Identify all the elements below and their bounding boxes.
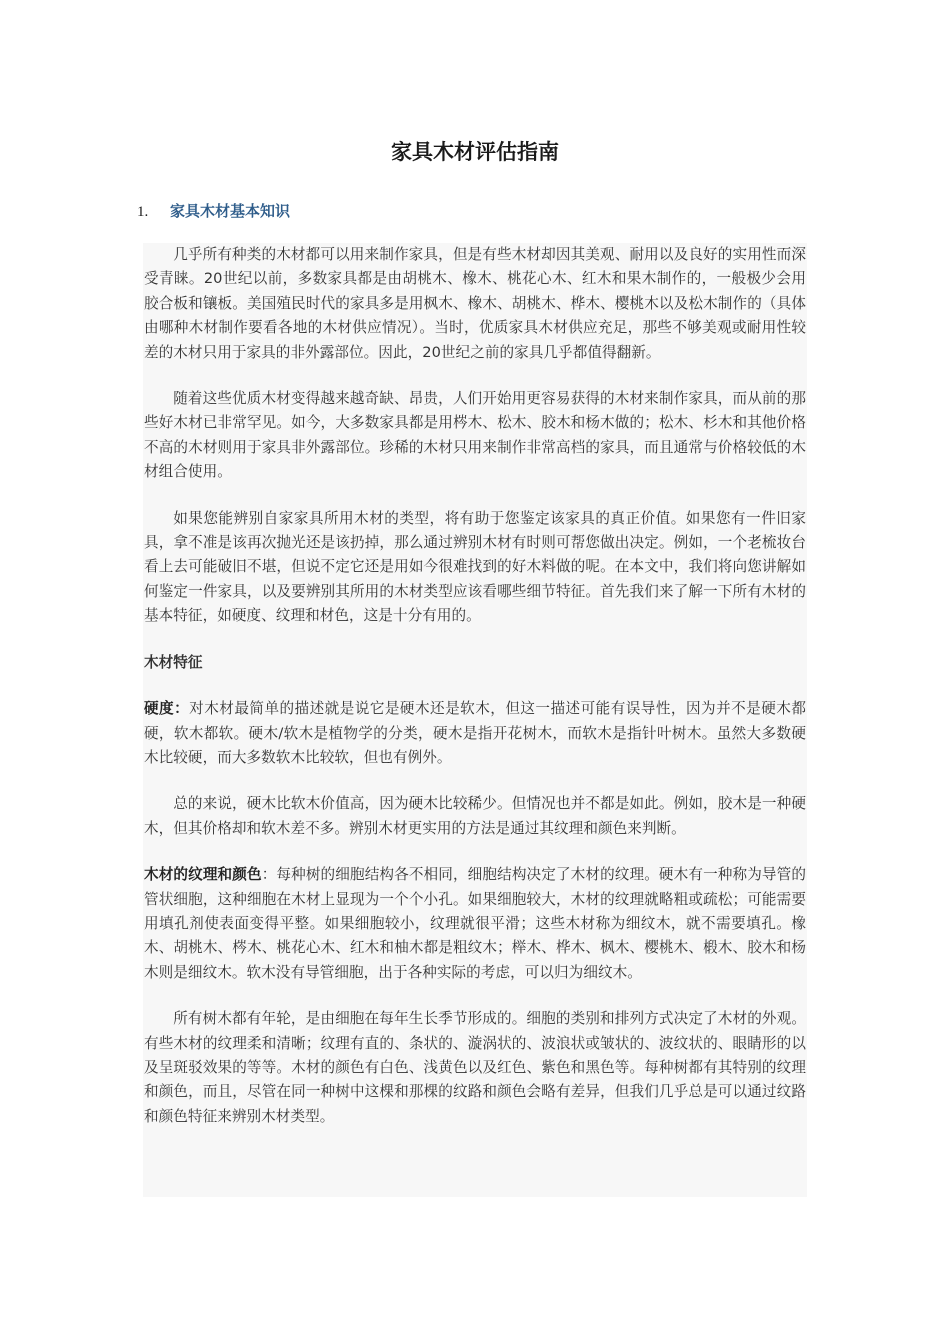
paragraph-hardwood-value: 总的来说，硬木比软木价值高，因为硬木比较稀少。但情况也并不都是如此。例如，胶木是一种硬木，但其价格却和软木差不多。辨别木材更实用的方法是通过其纹理和颜色来判断。 — [144, 795, 806, 837]
grain-text: ：每种树的细胞结构各不相同，细胞结构决定了木材的纹理。硬木有一种称为导管的管状细胞，这种细胞在木材上显现为一个个小孔。如果细胞较大，木材的纹理就略粗或疏松；可能需要用填孔剂使表面变得平整。如果细胞较小，纹理就很平滑；这些木材称为细纹木，就不需要填孔。橡木、胡桃木、梣木、桃花心木、红木和柚木都是粗纹木；榉木、桦木、枫木、樱桃木、椴木、胶木和杨木则是细纹木。软木没有导管细胞，出于各种实际的考虑，可以归为细纹木。 — [144, 866, 806, 981]
paragraph-intro: 几乎所有种类的木材都可以用来制作家具，但是有些木材却因其美观、耐用以及良好的实用性而深受青睐。20世纪以前，多数家具都是由胡桃木、橡木、桃花心木、红木和果木制作的，一般极少会用胶合板和镶板。美国殖民时代的家具多是用枫木、橡木、胡桃木、桦木、樱桃木以及松木制作的（具体由哪种木材制作要看各地的木材供应情况）。当时，优质家具木材供应充足，那些不够美观或耐用性较差的木材只用于家具的非外露部位。因此，20世纪之前的家具几乎都值得翻新。 — [144, 246, 806, 361]
hardness-label: 硬度： — [144, 700, 190, 718]
grain-label: 木材的纹理和颜色 — [144, 866, 262, 884]
paragraph-hardness — [144, 697, 806, 770]
paragraph-growth-rings: 所有树木都有年轮，是由细胞在每年生长季节形成的。细胞的类别和排列方式决定了木材的外观。有些木材的纹理柔和清晰；纹理有直的、条状的、漩涡状的、波浪状或皱状的、波纹状的、眼睛形的以及呈斑驳效果的等等。木材的颜色有白色、浅黄色以及红色、紫色和黑色等。每种树都有其特别的纹理和颜色，而且，尽管在同一种树中这棵和那棵的纹路和颜色会略有差异，但我们几乎总是可以通过纹路和颜色特征来辨别木材类型。 — [144, 1010, 806, 1125]
paragraph-modern-wood: 随着这些优质木材变得越来越奇缺、昂贵，人们开始用更容易获得的木材来制作家具，而从前的那些好木材已非常罕见。如今，大多数家具都是用梣木、松木、胶木和杨木做的；松木、杉木和其他价格不高的木材则用于家具非外露部位。珍稀的木材只用来制作非常高档的家具，而且通常与价格较低的木材组合使用。 — [144, 390, 806, 481]
paragraph-identify-value: 如果您能辨别自家家具所用木材的类型，将有助于您鉴定该家具的真正价值。如果您有一件旧家具，拿不准是该再次抛光还是该扔掉，那么通过辨别木材有时则可帮您做出决定。例如，一个老梳妆台看上去可能破旧不堪，但说不定它还是用如今很难找到的好木料做的呢。在本文中，我们将向您讲解如何鉴定一件家具，以及要辨别其所用的木材类型应该看哪些细节特征。首先我们来了解一下所有木材的基本特征，如硬度、纹理和材色，这是十分有用的。 — [144, 509, 806, 625]
section-number: 1. — [137, 204, 149, 220]
article-body — [143, 243, 807, 1197]
section-title: 家具木材基本知识 — [170, 202, 291, 220]
paragraph-grain-color — [144, 863, 806, 985]
hardness-text: 对木材最简单的描述就是说它是硬木还是软木，但这一描述可能有误导性，因为并不是硬木都硬，软木都软。硬木/软木是植物学的分类，硬木是指开花树木，而软木是指针叶树木。虽然大多数硬木比较硬，而大多数软木比较软，但也有例外。 — [144, 700, 806, 766]
subheading-wood-features: 木材特征 — [144, 653, 203, 671]
section-heading — [137, 198, 290, 225]
page-title: 家具木材评估指南 — [391, 140, 559, 164]
